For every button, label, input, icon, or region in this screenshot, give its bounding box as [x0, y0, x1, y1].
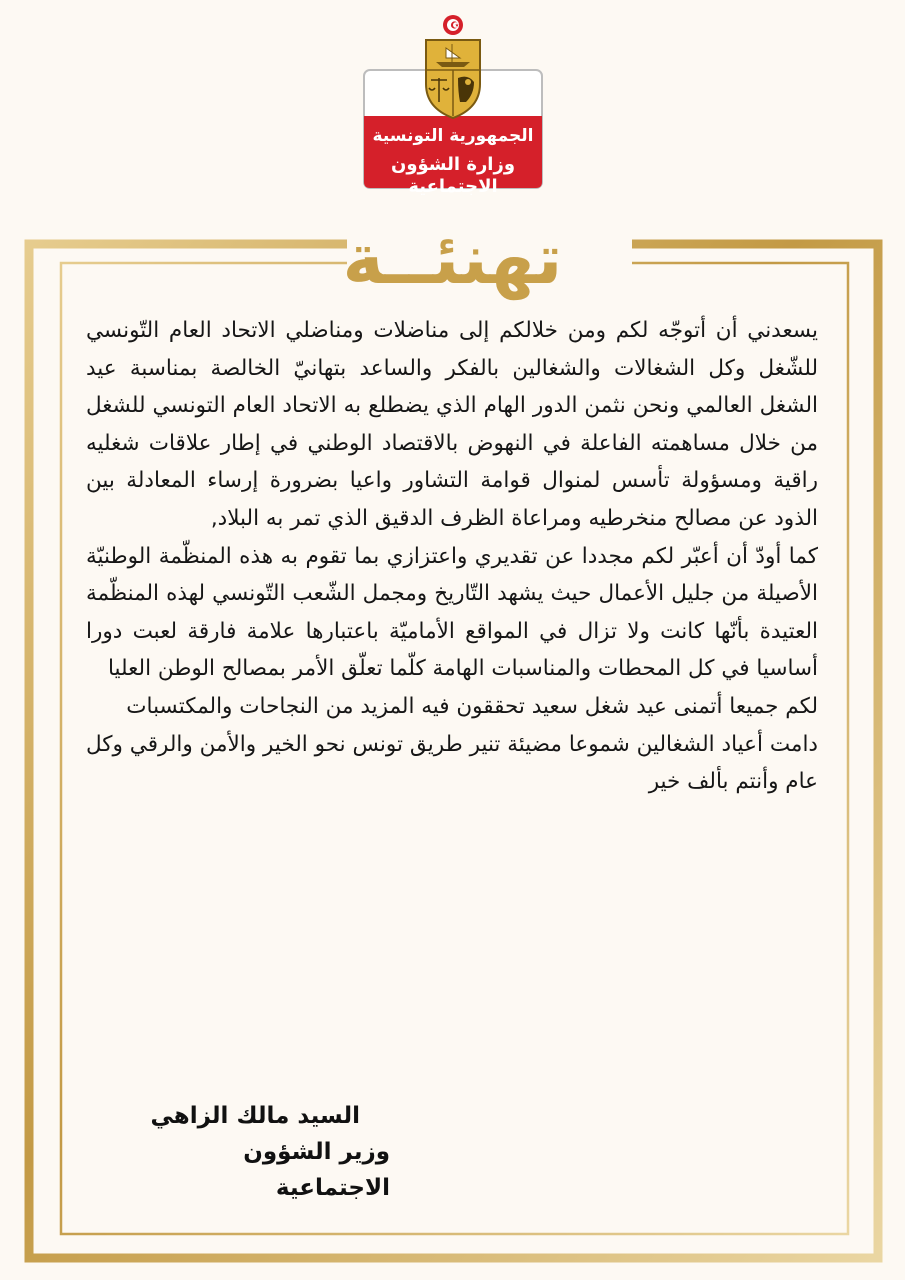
message-body — [86, 312, 818, 801]
emblem-banner — [362, 116, 544, 197]
country-name: الجمهورية التونسية — [372, 126, 534, 146]
paragraph-wishes: لكم جميعا أتمنى عيد شغل سعيد تحققون فيه المزيد من النجاحات والمكتسبات — [126, 693, 818, 719]
ministry-name: وزارة الشؤون الاجتماعية — [390, 154, 516, 197]
paragraph-closing: دامت أعياد الشغالين شموعا مضيئة تنير طريق تونس نحو الخير والأمن والرقي وكل عام وأنتم بألف خير — [86, 731, 818, 795]
signature-block — [140, 1098, 400, 1206]
signatory-position: وزير الشؤون الاجتماعية — [243, 1139, 390, 1201]
paragraph-appreciation: كما أودّ أن أعبّر لكم مجددا عن تقديري واعتزازي بما تقوم به هذه المنظّمة الوطنيّة الأصيلة من جليل الأعمال حيث يشهد التّاريخ ومجمل الشّعب التّونسي لهذه المنظّمة العتيدة بأنّها كانت ولا تزال في المواقع الأماميّة باعتبارها علامة فارقة لعبت دورا أساسيا في كل المحطات والمناسبات الهامة كلّما تعلّق الأمر بمصالح الوطن العليا — [86, 543, 818, 682]
paragraph-greeting: يسعدني أن أتوجّه لكم ومن خلالكم إلى مناضلات ومناضلي الاتحاد العام التّونسي للشّغل وكل الشغالات والشغالين بالفكر والساعد بتهانيّ الخالصة بمناسبة عيد الشغل العالمي ونحن نثمن الدور الهام الذي يضطلع به الاتحاد العام التونسي للشغل من خلال مساهمته الفاعلة في النهوض بالاقتصاد الوطني في إطار علاقات شغليه راقية ومسؤولة تأسس لمنوال قوامة التشاور واعيا بضرورة إرساء المعادلة بين الذود عن مصالح منخرطيه ومراعاة الظرف الدقيق الذي تمر به البلاد, — [86, 318, 818, 531]
page-title: تهنئــة — [342, 218, 563, 300]
ministry-emblem — [362, 12, 544, 197]
signatory-name: السيد مالك الزاهي — [150, 1103, 360, 1129]
